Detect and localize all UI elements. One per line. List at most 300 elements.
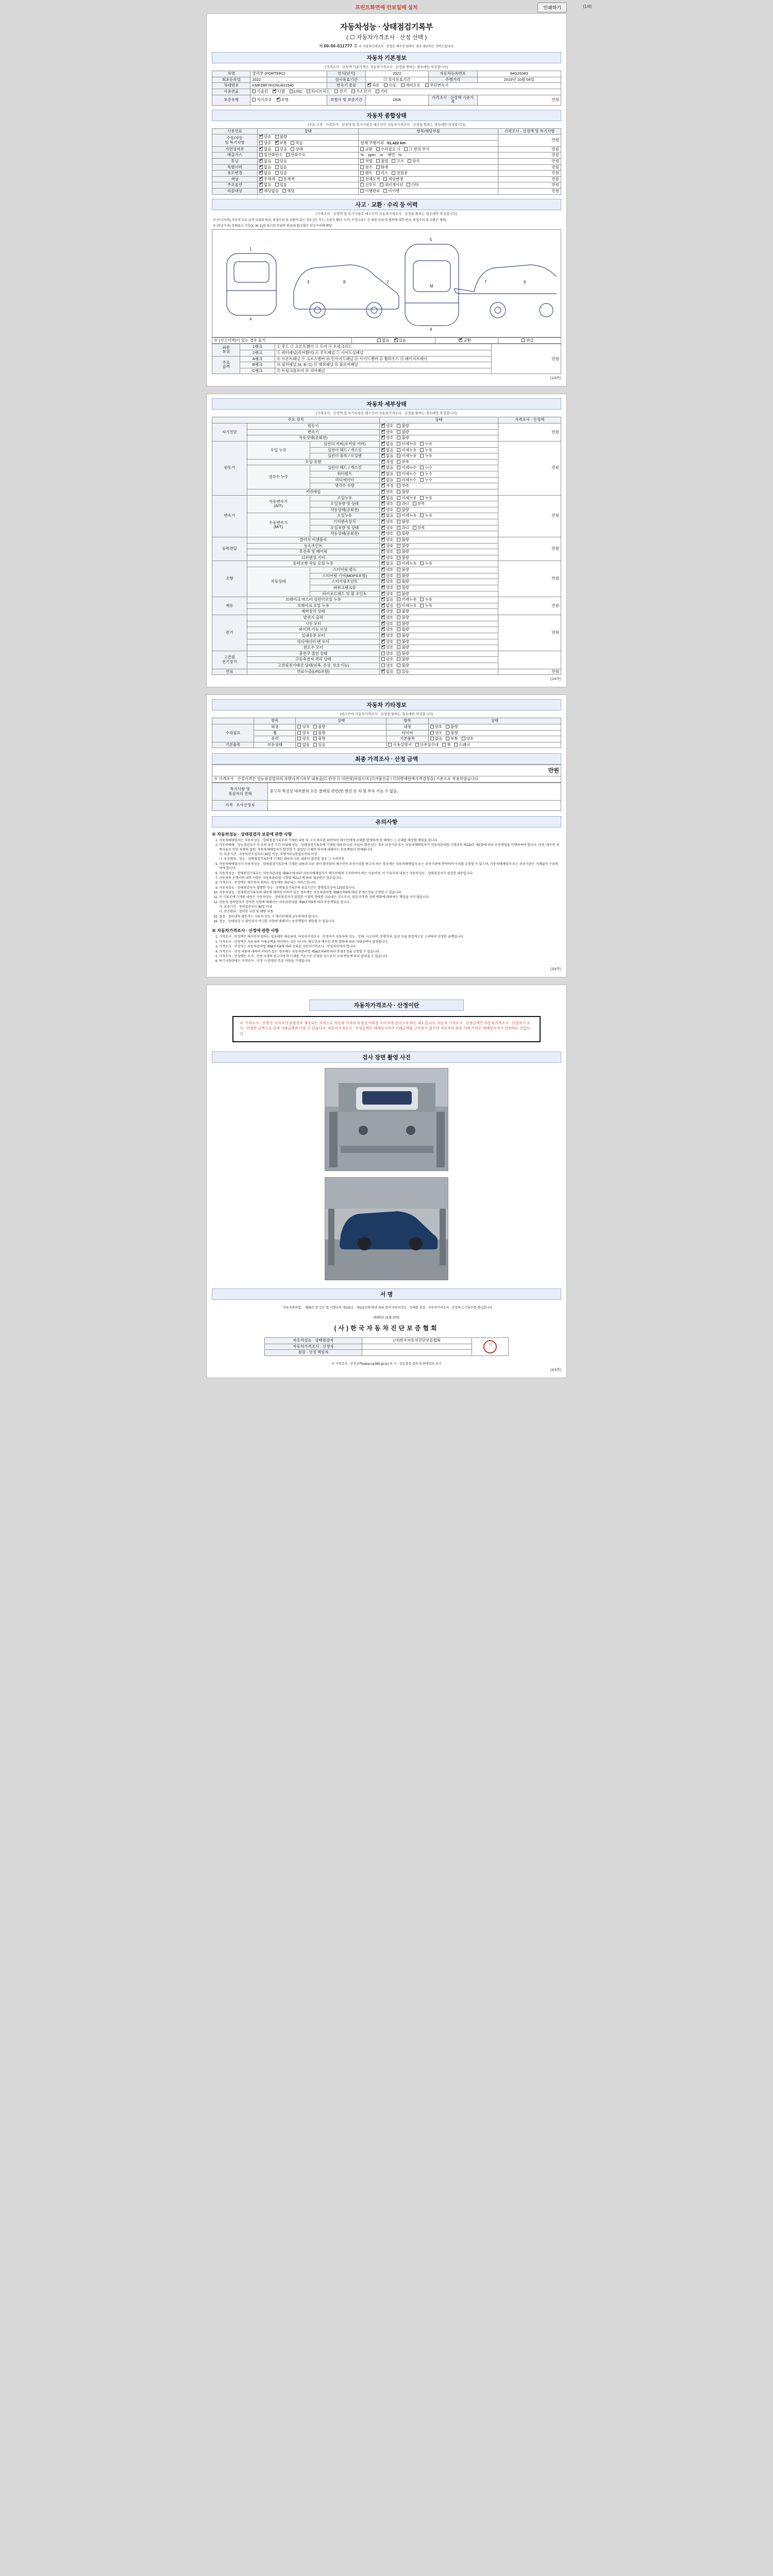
sub-label: 오일누유 <box>310 513 379 519</box>
opt-none[interactable]: ✔ 없음 <box>381 454 394 459</box>
seal-stamp <box>472 1338 509 1356</box>
warranty-option-ins[interactable]: ✔ 보험 <box>277 98 289 103</box>
table-row <box>212 152 561 159</box>
opt-bad[interactable]: 불량 <box>397 544 409 549</box>
item-state <box>379 531 498 537</box>
opt-good[interactable]: 양호 <box>259 141 272 146</box>
opt-normal[interactable]: 보통 <box>446 737 458 741</box>
opt-legal[interactable]: 적법 <box>360 159 373 164</box>
opt-manual[interactable]: 사용설명서 <box>388 743 411 748</box>
opt-flood[interactable]: 침수 <box>360 165 373 170</box>
opt-bad[interactable]: 불량 <box>397 657 409 662</box>
table-row <box>212 171 561 177</box>
opt-na[interactable]: ✔ 해당없음 <box>259 189 279 194</box>
item-state <box>379 585 498 591</box>
group-hv-electric: 고전원 전기장치 <box>212 651 247 669</box>
sub-label: 작동상태(공회전) <box>310 507 379 513</box>
item-state <box>379 477 498 483</box>
first-reg-label: 최초등록일 <box>212 77 250 83</box>
opt-low[interactable]: 부족 <box>413 502 425 506</box>
opt-bad[interactable]: 불량 <box>397 520 409 524</box>
opt-sunroof[interactable]: 선루프 <box>360 183 376 188</box>
print-button[interactable]: 인쇄하기 <box>537 3 567 12</box>
opt-none[interactable]: ✔ 없음 <box>381 562 394 566</box>
opt-good[interactable]: ✔ 양호 <box>381 550 394 554</box>
opt-yes[interactable]: 있음 <box>275 159 288 164</box>
table-row <box>212 71 561 77</box>
opt-yes[interactable]: 있음 <box>275 147 288 152</box>
group-price: 만원 <box>498 495 561 537</box>
car-damage-diagram[interactable] <box>212 229 561 337</box>
doc-number-note: ※ 자동차가격조사 · 산정은 매수인 원하는 경우 제공하는 서비스입니다. <box>359 45 455 48</box>
opt-good[interactable]: ✔ 양호 <box>381 538 394 543</box>
opt-bad[interactable]: 불량 <box>397 640 409 645</box>
doc-subtitle: ( ☐ 자동차가격조사 · 산정 선택 ) <box>346 35 427 41</box>
opt-good[interactable]: ✔양호 <box>259 135 272 140</box>
opt-good[interactable]: ✔ 양호 <box>381 526 394 531</box>
group-price: 만원 <box>498 597 561 615</box>
notice-heading-2: ※ 자동차가격조사 · 산정에 관한 사항 <box>212 928 279 934</box>
item-interior: 내장 <box>386 724 428 730</box>
opt-bad[interactable]: 불량 <box>397 622 409 626</box>
appraisal-warning-box <box>232 1016 541 1043</box>
opt-bad[interactable]: 불량 <box>397 592 409 597</box>
opt-good[interactable]: ✔ 양호 <box>381 580 394 584</box>
mileage-label: 주행거리 <box>428 77 477 83</box>
opt-bad[interactable]: 불량 <box>397 430 409 435</box>
opt-repair[interactable]: 수리필요 시 <box>376 147 400 152</box>
opt-good[interactable]: ✔ 양호 <box>381 490 394 495</box>
list-item: 가. 보증기간 : 정비일로부터 90일 이내 <box>219 905 272 909</box>
svg-text:4: 4 <box>249 316 252 321</box>
base-price-label: 가격조사 · 산정액 기준가격 <box>428 95 477 105</box>
notice-title: 유의사항 <box>212 816 561 827</box>
item-label: 충전구 절연 상태 <box>247 651 379 657</box>
legend-change <box>435 337 498 344</box>
opt-low[interactable]: 부족 <box>397 460 409 465</box>
opt-bad[interactable]: 불량 <box>397 424 409 429</box>
opt-notdone[interactable]: 미이행 <box>383 189 399 194</box>
table-row <box>212 146 561 152</box>
opt-leak[interactable]: 누유 <box>420 598 432 602</box>
table-row <box>212 736 561 742</box>
opt-repaint[interactable]: 전체도색 <box>360 177 380 182</box>
trans-label: 변속기 종류 <box>327 83 365 89</box>
notice-list-1 <box>219 839 561 924</box>
row-price: 만원 <box>498 171 561 177</box>
opt-good[interactable]: ✔ 양호 <box>381 508 394 513</box>
item-state <box>379 639 498 645</box>
opt-good[interactable]: ✔ 양호 <box>381 532 394 536</box>
legend-options <box>351 337 435 344</box>
opt-none[interactable]: ✔ 없음 <box>381 472 394 477</box>
opt-good[interactable]: 양호 <box>430 731 443 736</box>
opt-good[interactable]: ✔ 양호 <box>381 424 394 429</box>
opt-good[interactable]: ✔ 양호 <box>381 544 394 549</box>
doc-number: 00-00-011777 <box>324 44 352 48</box>
print-help-link[interactable]: 프린트화면에 안보일때 설치 <box>355 5 418 11</box>
opt-chromatic[interactable]: 유채색 <box>279 177 295 182</box>
opt-none[interactable]: ✔ 없음 <box>381 448 394 453</box>
opt-bad[interactable]: 불량 <box>397 609 409 614</box>
opt-good[interactable]: ✔ 양호 <box>381 628 394 632</box>
opt-leak[interactable]: 누유 <box>420 604 432 608</box>
opt-bad[interactable]: 불량 <box>397 616 409 620</box>
page4-footer-note: ※ 가격조사 · 산정금액(www.car365.go.kr) 의 시 · 성능점검 결과 및 판매정보 보기 <box>331 1363 442 1366</box>
opt-none[interactable]: ✔ 없음 <box>381 598 394 602</box>
opt-good[interactable]: 양호 <box>297 725 310 730</box>
opt-change[interactable]: 교환 <box>360 147 373 152</box>
opt-leak[interactable]: 누유 <box>420 514 432 518</box>
fuel-option-hydrogen[interactable]: 수소전기 <box>351 90 371 94</box>
item-label: 와이퍼 기능 이상 <box>247 627 379 633</box>
opt-illegal[interactable]: 불법 <box>376 159 389 164</box>
item-label: 브레이크 오일 누유 <box>247 603 379 609</box>
opt-lease[interactable]: 리스 <box>376 171 389 176</box>
opt-good[interactable]: ✔ 양호 <box>381 430 394 435</box>
opt-nav[interactable]: 내비게이션 <box>380 183 403 188</box>
opt-leak[interactable]: 누수 <box>420 478 432 483</box>
opt-good[interactable]: ✔ 양호 <box>381 634 394 638</box>
opt-minor[interactable]: 미세누유 <box>397 496 416 501</box>
opt-bad[interactable]: 불량 <box>275 135 288 140</box>
opt-good[interactable]: ✔ 양호 <box>381 574 394 579</box>
item-label: 수동변속기 (M/T) <box>247 513 310 537</box>
opt-good[interactable]: 양호 <box>297 731 310 736</box>
legend-change-opt[interactable]: ✔ 교환 <box>459 338 471 343</box>
item-label: 연료누출(LPG포함) <box>247 669 379 675</box>
opt-normal[interactable]: ✔ 보통 <box>275 141 288 146</box>
row-state <box>258 164 359 171</box>
inspection-photo-1 <box>325 1068 448 1171</box>
insurer-label: 보험사 및 보증기간 <box>327 95 365 105</box>
item-label: 윈도우 모터 <box>247 645 379 651</box>
opt-commercial[interactable]: 영업용 <box>392 171 408 176</box>
opt-minor[interactable]: 미세누유 <box>397 514 416 518</box>
sub-label: 오일누유 <box>310 495 379 501</box>
section-overall-note: (주요 고장 · 가격조사 · 산정액 및 특기사항은 매수인이 자동차가격조사 · 산정을 원하는 경우에만 작성합니다) <box>307 123 466 127</box>
item-state <box>379 501 498 507</box>
warranty-option-self[interactable]: 자가보증 <box>252 98 272 103</box>
opt-applicable[interactable]: 해당 <box>282 189 295 194</box>
opt-none[interactable]: ✔ 없음 <box>259 171 272 176</box>
trans-option-manual[interactable]: 수동 <box>384 83 396 88</box>
opt-none[interactable]: ✔ 없음 <box>259 159 272 164</box>
table-row <box>212 765 561 776</box>
opt-done[interactable]: 이행완료 <box>360 189 380 194</box>
opt-rent[interactable]: 렌트 <box>360 171 373 176</box>
opt-bad[interactable]: 불량 <box>397 664 409 668</box>
opt-none[interactable]: ✔ 없음 <box>259 165 272 170</box>
svg-text:6: 6 <box>524 279 526 284</box>
fuel-option-hybrid[interactable]: 하이브리드 <box>307 90 330 94</box>
opt-good[interactable]: 양호 <box>462 737 474 741</box>
opt-etc[interactable]: 기타 <box>407 183 419 188</box>
opt-leak[interactable]: 누유 <box>420 496 432 501</box>
opt-minor[interactable]: 미세누유 <box>397 598 416 602</box>
opt-bad[interactable]: 불량 <box>397 556 409 561</box>
sign-row-value <box>362 1350 472 1356</box>
opt-bad[interactable]: 불량 <box>397 508 409 513</box>
row-items: % ppm m 매연 % <box>359 152 498 159</box>
opt-none[interactable]: ✔ 없음 <box>381 466 394 470</box>
svg-text:M: M <box>430 283 433 289</box>
fuel-option-ev[interactable]: 전기 <box>334 90 347 94</box>
detail-state-table <box>212 417 561 675</box>
sub-label: 기어변속장치 <box>310 519 379 526</box>
opt-good[interactable]: 양호 <box>430 725 443 730</box>
opt-none[interactable]: ✔ 없음 <box>259 183 272 188</box>
opt-good[interactable]: ✔ 양호 <box>381 502 394 506</box>
opt-bad[interactable]: 불량 <box>446 731 458 736</box>
opt-leak[interactable]: 누유 <box>420 454 432 459</box>
opt-bad[interactable]: 불량 <box>397 436 409 440</box>
list-item: 가. 보증기간 : 자동차인도일부터 30일 이상, 주행거리 2천킬로미터 이상 <box>219 853 317 857</box>
item-state <box>379 627 498 633</box>
opt-minor[interactable]: 미세누수 <box>397 472 416 477</box>
row-label-selfdiag: 수동/자동 및 특기사항 <box>212 134 258 146</box>
opt-bad[interactable]: 불량 <box>397 628 409 632</box>
col-state-2: 상태 <box>428 718 561 724</box>
opt-ok[interactable]: ✔ 적정 <box>381 460 394 465</box>
legend-none[interactable]: 없음 <box>377 338 390 343</box>
opt-none[interactable]: 없음 <box>297 743 310 748</box>
plate-label: 자동차등록번호 <box>428 71 477 77</box>
table-row <box>212 77 561 83</box>
opt-bad[interactable]: 불량 <box>397 580 409 584</box>
opt-bad[interactable]: 불량 <box>313 725 326 730</box>
opt-good[interactable]: ✔ 양호 <box>381 640 394 645</box>
legend-yes[interactable]: ✔ 있음 <box>394 338 407 343</box>
final-price-unit: 만원 <box>212 765 561 776</box>
opt-none[interactable]: ✔ 없음 <box>381 514 394 518</box>
table-row <box>212 89 561 95</box>
table-row <box>212 158 561 164</box>
list-item: 1. 자동차매매업자는 자동차성능 · 상태점검기록부의 기재된 내용 및 고지 의무를 위반하여 매수인에게 손해를 발생하게 한 때에는 그 손해를 배상할 책임을 집니다. <box>219 839 561 843</box>
item-state <box>379 633 498 639</box>
opt-low[interactable]: 부족 <box>397 484 409 488</box>
opt-good[interactable]: 양호 <box>381 652 394 656</box>
item-label: 등속조인트 <box>247 543 379 549</box>
opt-over[interactable]: 과다 <box>397 502 409 506</box>
opt-bad[interactable]: 불량 <box>397 574 409 579</box>
opt-bad[interactable]: 불량 <box>397 532 409 536</box>
list-item: 4. 가격조사 · 산정 내용에 대하여 이의가 있는 경우에는 자동차관리법 제58조의4에 따라 분쟁조정을 신청할 수 있습니다. <box>219 950 561 954</box>
opt-good[interactable]: ✔ 양호 <box>381 592 394 597</box>
opt-bad[interactable]: 불량 <box>397 586 409 590</box>
table-row <box>212 742 561 748</box>
sub-label: 냉각수 수량 <box>310 483 379 489</box>
item-label: 작동상태 <box>247 567 310 597</box>
item-label: 발전기 출력 <box>247 615 379 621</box>
opt-low[interactable]: 적음 <box>291 141 303 146</box>
opt-yes[interactable]: 있음 <box>275 165 288 170</box>
legend-panel <box>498 337 561 344</box>
plate-value: 84G26383 <box>477 71 561 77</box>
fuel-option-gasoline[interactable]: 가솔린 <box>252 90 268 94</box>
opt-leak[interactable]: 누수 <box>420 472 432 477</box>
opt-yes[interactable]: 있음 <box>275 183 288 188</box>
list-item: 6. 자동차성능 · 상태점검기록부는 자동차관리법 제58조에 따라 자동차매매업자가 매수인에게 고지하여야 하는 서류이며, 이 기록부의 내용은 자동차성능 · 상태점검자가 점검한 내용입니다. <box>219 872 561 876</box>
accident-bullet-1: ※ (사고이력) 자동차 주요 골격 부위의 판금, 용접수리 및 교환이 있는 경우 (단, 후드, 프론트 휀더, 도어, 트렁크리드 등 외판 부위 및 범퍼에 대한 판금, 용접수리 및 교환은 제외) <box>213 218 447 222</box>
legend-panel-opt[interactable]: 판금 <box>522 338 534 343</box>
page-footer-1: (1/4쪽) <box>550 377 561 381</box>
opt-leak[interactable]: 누유 <box>420 448 432 453</box>
row-label-corrosion: 가연성여부 <box>212 146 258 152</box>
opt-bad[interactable]: 불량 <box>397 550 409 554</box>
opt-bad[interactable]: 불량 <box>397 568 409 572</box>
opt-low[interactable]: 부족 <box>413 526 425 531</box>
doc-number-suffix: 호 <box>354 44 358 48</box>
opt-device[interactable]: 장치 <box>408 159 420 164</box>
opt-colorchange[interactable]: 색상변경 <box>383 177 403 182</box>
opt-minor[interactable]: 미세누유 <box>397 562 416 566</box>
table-row <box>212 95 561 105</box>
item-tire: 타이어 <box>386 730 428 736</box>
table-row <box>212 783 561 801</box>
opt-minor[interactable]: 미세누유 <box>397 454 416 459</box>
row-price: 만원 <box>498 158 561 164</box>
opt-yes[interactable]: 있음 <box>313 743 326 748</box>
opt-bad[interactable]: 불량 <box>313 737 326 741</box>
opt-yes[interactable]: 있음 <box>275 171 288 176</box>
fuel-option-diesel[interactable]: ✔ 디젤 <box>273 90 285 94</box>
opt-bad[interactable]: 불량 <box>397 634 409 638</box>
sub-label: 실린더 헤드 / 개스킷 <box>310 447 379 453</box>
opt-good[interactable]: ✔ 양호 <box>381 622 394 626</box>
opt-minor[interactable]: 미세누유 <box>397 442 416 447</box>
table-row <box>212 724 561 730</box>
sign-row-value: (사)한국자동차진단보증협회 <box>362 1338 472 1344</box>
opt-good[interactable]: 양호 <box>297 737 310 741</box>
sign-row-label: 자동차가격조사 · 산정자 <box>264 1344 362 1350</box>
opt-structure[interactable]: 구조 <box>392 159 404 164</box>
opt-none[interactable]: 없음 <box>430 737 443 741</box>
sub-label: 파워크랭크암 <box>310 585 379 591</box>
opt-minor[interactable]: 미세누유 <box>397 448 416 453</box>
opt-bad[interactable]: 불량 <box>313 731 326 736</box>
mileage-value: 2019년 10월 09일 <box>477 77 561 83</box>
legend-note: ※ (사고이력)이 있는 경우 표기 <box>212 337 352 344</box>
opt-hc[interactable]: 탄화수소 <box>286 153 306 158</box>
appraisal-def-title: 자동차가격조사 · 산정이란 <box>309 999 464 1011</box>
opt-bad[interactable]: 불량 <box>397 538 409 543</box>
opt-minor[interactable]: 미세누수 <box>397 466 416 470</box>
list-item: 2. 가격조사 · 산정액은 자동차의 거래금액을 의미하는 것은 아니며, 매도인과 매수인 간의 합의에 따라 거래금액이 결정됩니다. <box>219 940 561 944</box>
state-basic <box>428 736 561 742</box>
opt-leak[interactable]: 누유 <box>420 562 432 566</box>
opt-good[interactable]: ✔ 양호 <box>381 616 394 620</box>
row-items: 현재 주행거리 51,422 km <box>359 141 498 147</box>
opt-none[interactable]: ✔ 없음 <box>381 478 394 483</box>
rank-table <box>212 344 561 374</box>
item-state <box>379 657 498 663</box>
row-label-history: 특별이력 <box>212 164 258 171</box>
row-label-usage: 용도변경 <box>212 171 258 177</box>
list-item: 11. 이 기록부에 기재된 내용은 자동차성능 · 상태점검자가 점검한 시점의 상태를 나타내는 것으로서, 점검 이후의 상태 변화에 대하여는 책임을 지지 않습니다. <box>219 895 561 900</box>
opt-minor[interactable]: 미세누유 <box>397 604 416 608</box>
opt-triangle[interactable]: 안전삼각대 <box>415 743 439 748</box>
opt-minor[interactable]: 미세누수 <box>397 478 416 483</box>
opt-good[interactable]: ✔ 양호 <box>381 609 394 614</box>
group-price <box>498 651 561 669</box>
opt-ok[interactable]: ✔ 적정 <box>381 484 394 488</box>
trans-option-auto[interactable]: ✔ 자동 <box>367 83 380 88</box>
item-state <box>379 507 498 513</box>
opt-bad[interactable]: 불량 <box>397 652 409 656</box>
opt-good[interactable]: 양호 <box>381 657 394 662</box>
row-label-emission: 배출가스 <box>212 152 258 159</box>
opt-none[interactable]: ✔ 없음 <box>381 670 394 674</box>
sign-row-label: 자동차성능 · 상태점검자 <box>264 1338 362 1344</box>
opt-bad[interactable]: 불량 <box>397 490 409 495</box>
opt-jack[interactable]: 잭 <box>442 743 450 748</box>
opt-good[interactable]: ✔ 양호 <box>381 520 394 524</box>
opt-none[interactable]: ✔ 없음 <box>381 604 394 608</box>
row-label-color: 색상 <box>212 176 258 182</box>
fuel-option-lpg[interactable]: LPG <box>290 90 302 94</box>
row-state <box>258 134 359 141</box>
opt-rust[interactable]: 그 밖의 부식 <box>404 147 429 152</box>
document-page-3 <box>206 694 567 977</box>
opt-none[interactable]: ✔ 없음 <box>381 496 394 501</box>
opt-good[interactable]: ✔ 양호 <box>381 436 394 440</box>
opt-none[interactable]: ✔ 없음 <box>259 147 272 152</box>
trans-option-semi[interactable]: 세미오토 <box>401 83 421 88</box>
opt-good[interactable]: ✔ 양호 <box>381 568 394 572</box>
opt-bad[interactable]: 불량 <box>397 646 409 650</box>
list-item: 5. 가격조사 · 산정액은 조사 · 산정 시점의 중고자동차 시세를 기준으로 산정된 것으로서 시세 변동에 따라 달라질 수 있습니다. <box>219 955 561 959</box>
opt-spanner[interactable]: 스패너 <box>454 743 470 748</box>
opt-good[interactable]: ✔ 양호 <box>381 646 394 650</box>
opt-achromatic[interactable]: ✔ 무채색 <box>259 177 275 182</box>
opt-fire[interactable]: 화재 <box>376 165 389 170</box>
opt-good[interactable]: ✔ 양호 <box>381 586 394 590</box>
opt-leak[interactable]: 누수 <box>420 466 432 470</box>
svg-text:5: 5 <box>430 237 432 242</box>
opt-bad[interactable]: 불량 <box>446 725 458 730</box>
fuel-option-etc[interactable]: 기타 <box>376 90 388 94</box>
item-state <box>379 447 498 453</box>
list-item: 5. 자동차매매업자가 자동차성능 · 상태점검기록부에 기재된 내용과 다른 점이 발견되어 매수인이 보증수리를 받고자 하는 경우에는 자동차매매업자 또는 보증기관에 연락하여 수리를 요청할 수 있으며, 자동차매매업자 또는 보증기관은 지체없이 수리하여야 합니다. <box>219 862 561 871</box>
row-items <box>359 134 498 141</box>
row-items <box>359 182 498 189</box>
notice-block <box>212 816 561 964</box>
table-row <box>212 669 561 675</box>
opt-good[interactable]: ✔ 양호 <box>381 556 394 561</box>
row-label-repair-needed: 수리필요 <box>212 724 254 742</box>
item-state <box>379 597 498 603</box>
table-row <box>212 730 561 736</box>
opt-yes[interactable]: 있음 <box>397 670 409 674</box>
item-state <box>379 591 498 597</box>
opt-co[interactable]: 일산화탄소 <box>259 153 282 158</box>
group-price: 만원 <box>498 615 561 651</box>
list-item: 2. 자동차매매 · 성능점검자가 각 호의 보증 기간 이내에 성능 · 상태점검기록부에 기재된 내용과 다른 사실이 발견 되는 경우 보증기관 또는 자동차매매업자가 자동차관리법 시행규칙 제120조 제1항에 따라 보증책임을 이행하여야 합니다. 다만, 매수인 귀책사유로 인한 차량의 결함, 자동차매매업자가 발견할 수 없었던 은폐된 하자에 대해서는 보증책임이 면제됩니다. <box>219 843 561 852</box>
trans-option-cvt[interactable]: 무단변속기 <box>425 83 448 88</box>
item-state <box>379 567 498 573</box>
opt-leak[interactable]: 누유 <box>420 442 432 447</box>
opt-good[interactable]: 양호 <box>381 664 394 668</box>
item-label: 시동 모터 <box>247 621 379 627</box>
final-price-note: ※ 가격조사 · 산정가격은 성능점검업자의 차량가격기록부 내용을(☐ 반영 ☐ 미반영)하였으며 (☐가불산출 / ☐차량재판매가격결정을) 기준으로 적용하였습니다. <box>212 776 561 783</box>
opt-state[interactable]: 상태 <box>291 147 303 152</box>
opt-none[interactable]: ✔ 없음 <box>381 442 394 447</box>
stamp-icon: 인 <box>483 1340 497 1353</box>
inspection-value: ☐ 검사유효기간 <box>365 77 428 83</box>
year-value: 2022 <box>365 71 428 77</box>
opt-over[interactable]: 과다 <box>397 526 409 531</box>
